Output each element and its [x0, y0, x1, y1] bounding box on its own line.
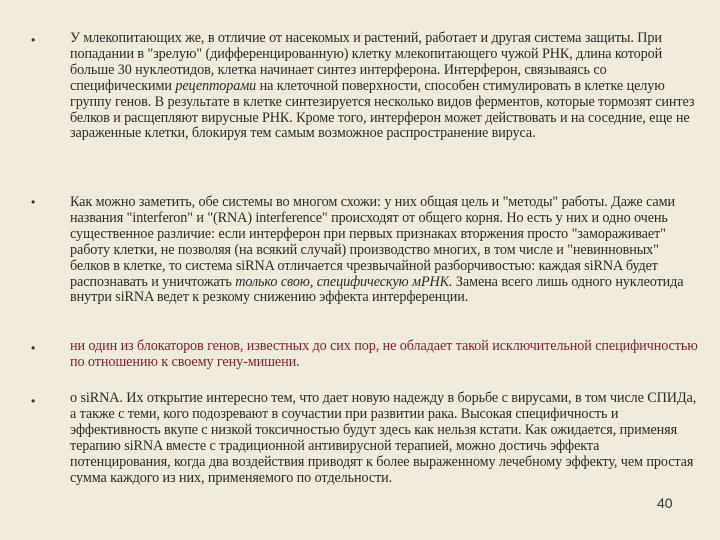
text-segment: У млекопитающих же, в отличие от насекомых и растений, работает и другая система защиты. При попадании в "зрелую" (дифференцированную) клетку млекопитающего чужой РНК, длина которой больше 30 нуклеотидов, клетка начинает синтез интерферона. Интерферон, связываясь со специфическими: [70, 30, 663, 94]
bullet-marker: •: [31, 341, 36, 355]
italic-term: только свою, специфическую мРНК.: [235, 273, 453, 290]
text-segment: на клеточной поверхности, способен стимулировать в клетке целую группу генов. В результате в клетке синтезируется несколько видов ферментов, которые тормозят синтез белков и расщепляют вирусные РНК. Кроме того, интерферон может действовать и на соседние, еще не зараженные клетки, блокируя тем самым возможное распространение вируса.: [70, 77, 695, 142]
page-number: 40: [657, 495, 673, 511]
text-segment: Как можно заметить, обе системы во многом схожи: у них общая цель и "методы" работы. Даже сами названия "interferon" и "(RNA) interference" происходят от общего корня. Но есть у них и одно очень существенное различие: если интерферон при первых признаках вторжения просто "замораживает" работу клетки, не позволяя (на всякий случай) производство многих, в том числе и "невинновных" белков в клетке, то система siRNA отличается чрезвычайной разборчивостью: каждая siRNA будет распознавать и уничтожать: [70, 194, 675, 290]
bullet-marker: •: [31, 33, 36, 47]
bullet-text: о siRNA. Их открытие интересно тем, что дает новую надежду в борьбе с вирусами, в том числе СПИДа, а также с теми, кого подозревают в соучастии при развитии рака. Высокая специфичность и эффективность вкупе с низкой токсичностью будут здесь как нельзя кстати. Как ожидается, применяя терапию siRNA вместе с традиционной антивирусной терапией, можно достичь эффекта потенцирования, когда два воздействия приводят к более выраженному лечебному эффекту, чем простая сумма каждого из них, применяемого по отдельности.: [70, 390, 697, 486]
bullet-marker: •: [31, 394, 36, 408]
bullet-text-highlight: ни один из блокаторов генов, известных до сих пор, не обладает такой исключительной специфичностью по отношению к своему гену-мишени.: [70, 338, 698, 370]
bullet-text: [70, 31, 702, 142]
italic-term: рецепторами: [175, 77, 257, 94]
text-segment: Замена всего лишь одного нуклеотида внутри siRNA ведет к резкому снижению эффекта интерференции.: [70, 273, 684, 306]
bullet-text: [70, 195, 702, 306]
bullet-marker: •: [31, 195, 36, 209]
